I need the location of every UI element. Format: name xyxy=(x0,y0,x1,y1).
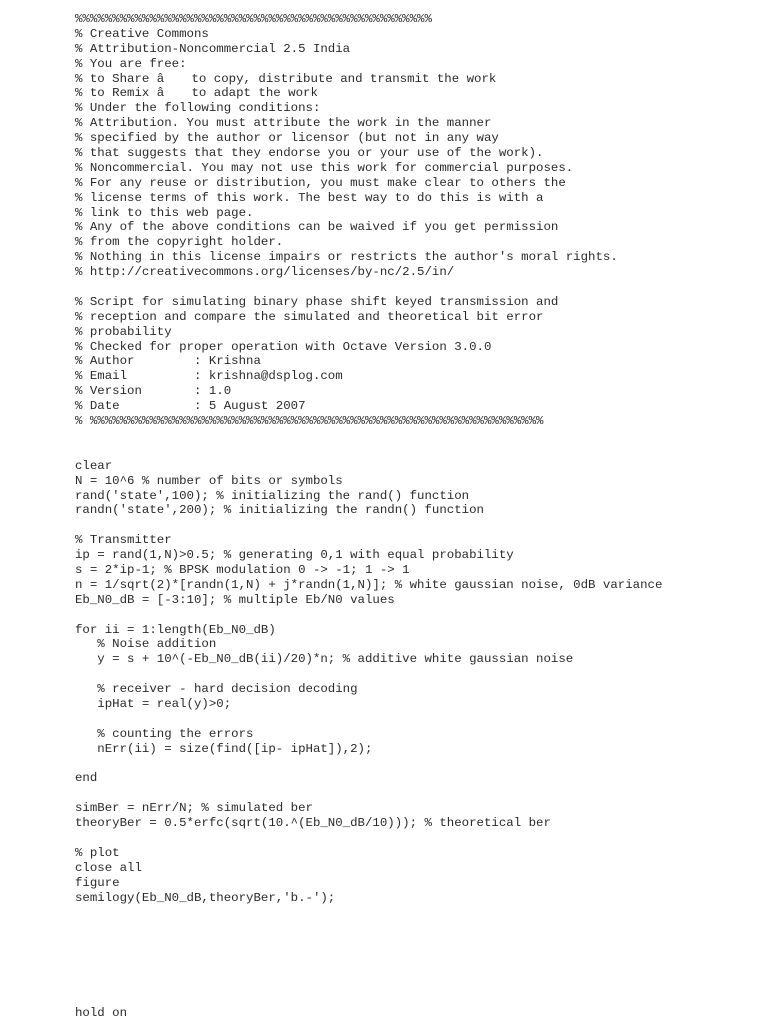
code-line: % plot xyxy=(75,845,120,860)
code-line: % Noncommercial. You may not use this work for commercial purposes. xyxy=(75,160,574,175)
code-line: s = 2*ip-1; % BPSK modulation 0 -> -1; 1 -> 1 xyxy=(75,562,410,577)
code-line: theoryBer = 0.5*erfc(sqrt(10.^(Eb_N0_dB/10))); % theoretical ber xyxy=(75,816,551,831)
code-tail-line: hold on xyxy=(75,1006,128,1020)
code-line: n = 1/sqrt(2)*[randn(1,N) + j*randn(1,N)]; % white gaussian noise, 0dB variance xyxy=(75,577,663,592)
code-line: ipHat = real(y)>0; xyxy=(75,696,232,711)
code-line: N = 10^6 % number of bits or symbols xyxy=(75,473,343,488)
code-line: % %%%%%%%%%%%%%%%%%%%%%%%%%%%%%%%%%%%%%%%%%%%%%%%%%%%%%%%%%%%%% xyxy=(75,414,544,429)
code-line: % license terms of this work. The best way to do this is with a xyxy=(75,190,544,205)
code-line: % Email : krishna@dsplog.com xyxy=(75,369,343,384)
code-line xyxy=(75,757,662,772)
code-line: y = s + 10^(-Eb_N0_dB(ii)/20)*n; % additive white gaussian noise xyxy=(75,652,574,667)
code-line: % that suggests that they endorse you or your use of the work). xyxy=(75,146,544,161)
code-line: % to Share â to copy, distribute and transmit the work xyxy=(75,71,497,86)
code-line: figure xyxy=(75,875,120,890)
code-line: % Attribution-Noncommercial 2.5 India xyxy=(75,41,351,56)
code-line: % link to this web page. xyxy=(75,205,254,220)
code-line: randn('state',200); % initializing the randn() function xyxy=(75,503,484,518)
code-line: % Author : Krishna xyxy=(75,354,261,369)
code-line: % reception and compare the simulated and theoretical bit error xyxy=(75,309,544,324)
code-line: for ii = 1:length(Eb_N0_dB) xyxy=(75,622,276,637)
code-line: % receiver - hard decision decoding xyxy=(75,682,358,697)
code-line: % Transmitter xyxy=(75,533,172,548)
code-line xyxy=(75,444,662,459)
code-line: nErr(ii) = size(find([ip- ipHat]),2); xyxy=(75,741,373,756)
code-line: semilogy(Eb_N0_dB,theoryBer,'b.-'); xyxy=(75,890,336,905)
code-line: ip = rand(1,N)>0.5; % generating 0,1 with equal probability xyxy=(75,548,514,563)
code-line: simBer = nErr/N; % simulated ber xyxy=(75,801,313,816)
code-line xyxy=(75,786,662,801)
code-line: % specified by the author or licensor (but not in any way xyxy=(75,131,499,146)
code-line xyxy=(75,518,662,533)
code-line: % You are free: xyxy=(75,56,187,71)
code-line: % to Remix â to adapt the work xyxy=(75,86,318,101)
code-line: % Date : 5 August 2007 xyxy=(75,399,306,414)
code-line: % Nothing in this license impairs or restricts the author's moral rights. xyxy=(75,250,618,265)
code-line: % Any of the above conditions can be waived if you get permission xyxy=(75,220,559,235)
code-line xyxy=(75,712,662,727)
code-line: end xyxy=(75,771,98,786)
code-line: clear xyxy=(75,458,113,473)
code-line: rand('state',100); % initializing the rand() function xyxy=(75,488,470,503)
code-line: % Version : 1.0 xyxy=(75,384,232,399)
code-line: close all xyxy=(75,860,142,875)
code-line xyxy=(75,280,662,295)
code-line: % For any reuse or distribution, you must make clear to others the xyxy=(75,175,566,190)
code-line xyxy=(75,831,662,846)
code-line: % from the copyright holder. xyxy=(75,235,284,250)
code-line xyxy=(75,429,662,444)
code-line: % Attribution. You must attribute the work in the manner xyxy=(75,116,492,131)
code-line xyxy=(75,608,662,623)
code-line: % http://creativecommons.org/licenses/by-nc/2.5/in/ xyxy=(75,265,455,280)
code-listing xyxy=(75,12,662,905)
code-line: % Under the following conditions: xyxy=(75,101,321,116)
code-line: % Script for simulating binary phase shift keyed transmission and xyxy=(75,294,559,309)
code-line: % counting the errors xyxy=(75,726,254,741)
code-line: % Checked for proper operation with Octave Version 3.0.0 xyxy=(75,339,492,354)
code-line: % Noise addition xyxy=(75,637,217,652)
code-line: % Creative Commons xyxy=(75,26,209,41)
code-line: Eb_N0_dB = [-3:10]; % multiple Eb/N0 values xyxy=(75,592,395,607)
code-line: % probability xyxy=(75,324,172,339)
code-line xyxy=(75,667,662,682)
code-line: %%%%%%%%%%%%%%%%%%%%%%%%%%%%%%%%%%%%%%%%%%%%%%%% xyxy=(75,12,432,26)
